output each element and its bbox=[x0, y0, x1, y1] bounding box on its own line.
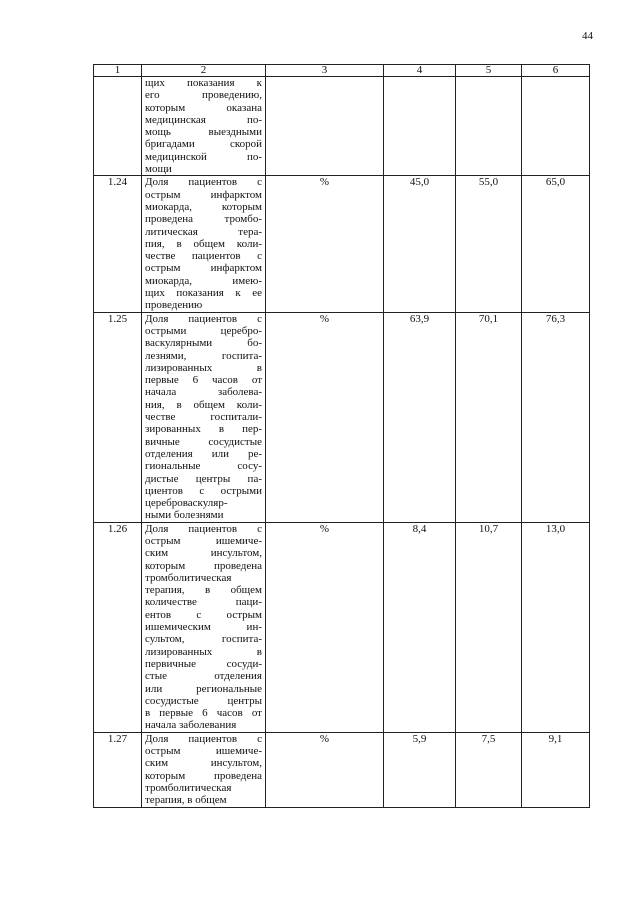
description-line: циентов с острыми bbox=[145, 484, 262, 497]
description-line: первые 6 часов от bbox=[145, 374, 262, 387]
value-col-6: 9,1 bbox=[522, 732, 590, 807]
description-line: медицинская по- bbox=[145, 113, 262, 126]
description-line: вичные сосудистые bbox=[145, 435, 262, 448]
description-line: начала заболевания bbox=[145, 719, 237, 732]
unit-cell: % bbox=[266, 176, 384, 312]
table-row bbox=[94, 176, 590, 312]
description-line: миокарда, имею- bbox=[145, 274, 262, 287]
table-row bbox=[94, 77, 590, 176]
header-row bbox=[94, 65, 590, 77]
description-line: щих показания к ее bbox=[145, 287, 262, 300]
description-line: честве госпитали- bbox=[145, 411, 262, 424]
indicator-description bbox=[142, 176, 266, 312]
description-line: дистые центры па- bbox=[145, 472, 262, 485]
row-number bbox=[94, 77, 142, 176]
row-number: 1.24 bbox=[94, 176, 142, 312]
table-row bbox=[94, 732, 590, 807]
description-line: сультом, госпита- bbox=[145, 633, 262, 646]
description-line: которым проведена bbox=[145, 769, 262, 782]
description-line: стые отделения bbox=[145, 670, 262, 683]
description-line: лизированных в bbox=[145, 645, 262, 658]
unit-cell: % bbox=[266, 732, 384, 807]
value-col-4: 5,9 bbox=[384, 732, 456, 807]
unit-cell bbox=[266, 77, 384, 176]
value-col-4: 45,0 bbox=[384, 176, 456, 312]
description-line: мощи bbox=[145, 163, 172, 176]
description-line: гиональные сосу- bbox=[145, 460, 262, 473]
description-line: ентов с острым bbox=[145, 608, 262, 621]
description-line: честве пациентов с bbox=[145, 250, 262, 263]
description-line: которым оказана bbox=[145, 101, 262, 114]
description-line: острым инфарктом bbox=[145, 262, 262, 275]
description-line: острым инфарктом bbox=[145, 188, 262, 201]
description-line: отделения или ре- bbox=[145, 447, 262, 460]
description-line: васкулярными бо- bbox=[145, 337, 262, 350]
value-col-5: 70,1 bbox=[456, 312, 522, 522]
description-line: ными болезнями bbox=[145, 509, 224, 522]
description-line: ния, в общем коли- bbox=[145, 398, 262, 411]
description-line: миокарда, которым bbox=[145, 200, 262, 213]
value-col-4: 8,4 bbox=[384, 522, 456, 732]
description-line: острым ишемиче- bbox=[145, 745, 262, 758]
description-line: Доля пациентов с bbox=[145, 312, 262, 325]
description-line: сосудистые центры bbox=[145, 694, 262, 707]
description-line: литическая тера- bbox=[145, 225, 262, 238]
value-col-4: 63,9 bbox=[384, 312, 456, 522]
description-line: ским инсультом, bbox=[145, 757, 262, 770]
description-line: лезнями, госпита- bbox=[145, 349, 262, 362]
description-line: тромболитическая bbox=[145, 781, 232, 794]
description-line: цереброваскуляр- bbox=[145, 497, 228, 510]
header-col-3: 3 bbox=[266, 65, 384, 77]
description-line: щих показания к bbox=[145, 77, 262, 89]
table-row bbox=[94, 312, 590, 522]
row-number: 1.27 bbox=[94, 732, 142, 807]
indicator-description bbox=[142, 77, 266, 176]
description-line: Доля пациентов с bbox=[145, 522, 262, 535]
unit-cell: % bbox=[266, 522, 384, 732]
description-line: медицинской по- bbox=[145, 150, 262, 163]
indicator-description bbox=[142, 522, 266, 732]
header-col-5: 5 bbox=[456, 65, 522, 77]
value-col-5: 10,7 bbox=[456, 522, 522, 732]
row-number: 1.25 bbox=[94, 312, 142, 522]
value-col-6: 13,0 bbox=[522, 522, 590, 732]
header-col-6: 6 bbox=[522, 65, 590, 77]
header-col-1: 1 bbox=[94, 65, 142, 77]
description-line: Доля пациентов с bbox=[145, 176, 262, 189]
description-line: первичные сосуди- bbox=[145, 657, 262, 670]
unit-cell: % bbox=[266, 312, 384, 522]
value-col-6: 65,0 bbox=[522, 176, 590, 312]
description-line: количестве паци- bbox=[145, 596, 262, 609]
description-line: или региональные bbox=[145, 682, 262, 695]
indicator-description bbox=[142, 732, 266, 807]
header-col-2: 2 bbox=[142, 65, 266, 77]
description-line: ишемическим ин- bbox=[145, 621, 262, 634]
description-line: тромболитическая bbox=[145, 571, 232, 584]
description-line: начала заболева- bbox=[145, 386, 262, 399]
description-line: лизированных в bbox=[145, 361, 262, 374]
description-line: острыми церебро- bbox=[145, 324, 262, 337]
header-col-4: 4 bbox=[384, 65, 456, 77]
value-col-4 bbox=[384, 77, 456, 176]
row-number: 1.26 bbox=[94, 522, 142, 732]
value-col-6: 76,3 bbox=[522, 312, 590, 522]
description-line: терапия, в общем bbox=[145, 584, 262, 597]
description-line: его проведению, bbox=[145, 89, 262, 102]
table-body bbox=[94, 65, 590, 808]
value-col-5: 7,5 bbox=[456, 732, 522, 807]
description-line: ским инсультом, bbox=[145, 547, 262, 560]
description-line: бригадами скорой bbox=[145, 138, 262, 151]
value-col-5: 55,0 bbox=[456, 176, 522, 312]
indicator-table bbox=[93, 64, 590, 808]
value-col-5 bbox=[456, 77, 522, 176]
description-line: мощь выездными bbox=[145, 126, 262, 139]
table-row bbox=[94, 522, 590, 732]
description-line: проведению bbox=[145, 299, 203, 312]
description-line: в первые 6 часов от bbox=[145, 707, 262, 720]
description-line: зированных в пер- bbox=[145, 423, 262, 436]
value-col-6 bbox=[522, 77, 590, 176]
description-line: проведена тромбо- bbox=[145, 213, 262, 226]
description-line: которым проведена bbox=[145, 559, 262, 572]
indicator-description bbox=[142, 312, 266, 522]
description-line: острым ишемиче- bbox=[145, 534, 262, 547]
description-line: терапия, в общем bbox=[145, 794, 227, 807]
page-number: 44 bbox=[582, 30, 593, 42]
description-line: Доля пациентов с bbox=[145, 732, 262, 745]
description-line: пия, в общем коли- bbox=[145, 237, 262, 250]
